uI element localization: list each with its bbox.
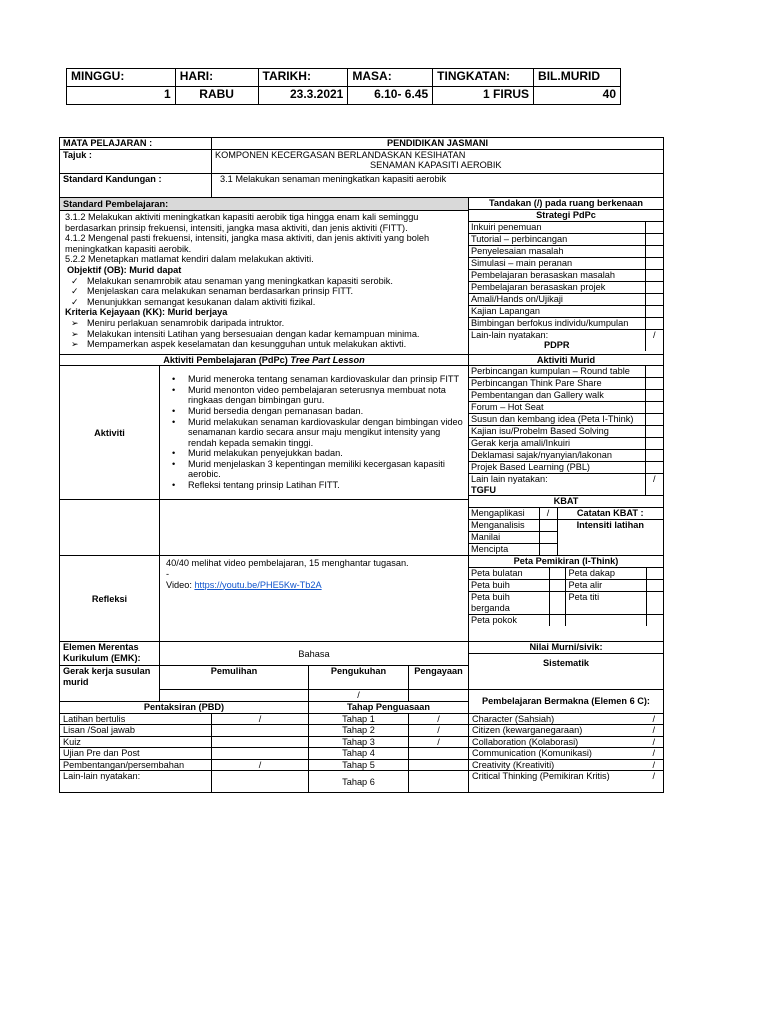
pentaksiran-heading: Pentaksiran (PBD) xyxy=(60,701,309,713)
mata-pelajaran-label: MATA PELAJARAN : xyxy=(60,138,212,150)
aktiviti-pembelajaran-heading: Aktiviti Pembelajaran (PdPc) Tree Part Lesson xyxy=(60,354,469,366)
objektif-item: ✓ Melakukan senamrobik atau senaman yang meningkatkan kapasiti serobik. xyxy=(71,275,393,286)
pentaksiran-mark[interactable] xyxy=(212,771,309,793)
aktiviti-murid-cell xyxy=(469,366,664,556)
strategi-table xyxy=(469,198,663,351)
peta-pemikiran-cell xyxy=(469,556,664,642)
nilai-murni-cell xyxy=(469,642,664,690)
aktiviti-item: • Murid menonton video pembelajaran seterusnya membuat nota ringkaas dengan bimbingan guru. xyxy=(172,384,446,406)
strategi-mark[interactable] xyxy=(645,257,663,269)
strategi-mark[interactable] xyxy=(645,221,663,233)
kbat-item: Manilai xyxy=(469,532,539,544)
bullet-icon: • xyxy=(172,384,176,395)
aktiviti-murid-item: Pembentangan dan Gallery walk xyxy=(469,390,645,402)
aktiviti-murid-lain-value: TGFU xyxy=(471,484,497,495)
peta-item: Peta buih berganda xyxy=(469,592,550,614)
kbat-mark[interactable]: / xyxy=(539,508,557,520)
bermakna-mark[interactable]: / xyxy=(652,736,656,747)
bermakna-mark[interactable]: / xyxy=(652,725,656,736)
pembelajaran-bermakna-heading: Pembelajaran Bermakna (Elemen 6 C): xyxy=(469,690,664,713)
pentaksiran-mark[interactable]: / xyxy=(212,759,309,771)
arrow-bullet-icon: ➢ xyxy=(71,339,79,350)
emk-label: Elemen Merentas Kurikulum (EMK): xyxy=(60,642,160,666)
aktiviti-murid-lain-mark[interactable]: / xyxy=(645,474,663,496)
gerak-kerja-column: Pengayaan xyxy=(409,666,469,690)
strategi-item: Bimbingan berfokus individu/kumpulan xyxy=(469,317,645,329)
strategi-item: Pembelajaran berasaskan projek xyxy=(469,281,645,293)
standard-pembelajaran-item: 4.1.2 Mengenal pasti frekuensi, intensiti, jangka masa aktiviti, dan jenis aktiviti yang boleh meningkatkan kapasiti aerobik. xyxy=(65,233,430,254)
aktiviti-murid-mark[interactable] xyxy=(645,390,663,402)
mata-pelajaran-value: PENDIDIKAN JASMANI xyxy=(212,138,664,150)
bermakna-row: Collaboration (Kolaborasi) / xyxy=(469,736,664,748)
catatan-kbat-value: Intensiti latihan xyxy=(557,520,663,556)
header-label-tarikh: TARIKH: xyxy=(258,69,348,87)
strategi-mark[interactable] xyxy=(645,269,663,281)
peta-pemikiran-table xyxy=(469,556,663,625)
aktiviti-murid-mark[interactable] xyxy=(645,378,663,390)
aktiviti-body xyxy=(160,366,469,500)
strategi-heading: Strategi PdPc xyxy=(469,209,663,221)
aktiviti-murid-mark[interactable] xyxy=(645,366,663,378)
tahap-mark[interactable]: / xyxy=(409,736,469,748)
strategi-lain: Lain-lain nyatakan: PDPR xyxy=(469,329,645,351)
kbat-table xyxy=(469,508,663,555)
tahap-mark[interactable] xyxy=(409,759,469,771)
standard-pembelajaran-item: 5.2.2 Menetapkan matlamat kendiri dalam melakukan aktiviti. xyxy=(65,254,314,265)
bullet-icon: • xyxy=(172,458,176,469)
header-label-bil-murid: BIL.MURID xyxy=(534,69,621,87)
peta-item: Peta titi xyxy=(566,592,647,614)
aktiviti-list xyxy=(166,374,464,490)
strategi-item: Tutorial – perbincangan xyxy=(469,233,645,245)
header-label-tingkatan: TINGKATAN: xyxy=(433,69,534,87)
header-value-hari: RABU xyxy=(175,87,258,105)
tajuk-line-2: SENAMAN KAPASITI AEROBIK xyxy=(370,160,502,171)
nilai-murni-heading: Nilai Murni/sivik: xyxy=(469,642,663,654)
bullet-icon: • xyxy=(172,416,176,427)
tahap-mark[interactable]: / xyxy=(409,713,469,725)
kbat-mark[interactable] xyxy=(539,520,557,532)
aktiviti-murid-mark[interactable] xyxy=(645,414,663,426)
gerak-kerja-column: Pemulihan xyxy=(160,666,309,690)
aktiviti-side-label: Aktiviti xyxy=(60,366,160,500)
peta-mark[interactable] xyxy=(647,580,663,592)
pentaksiran-item: Lisan /Soal jawab xyxy=(60,725,212,737)
kbat-item: Mencipta xyxy=(471,544,509,555)
header-value-masa: 6.10- 6.45 xyxy=(348,87,433,105)
gerak-kerja-mark[interactable] xyxy=(160,690,309,702)
peta-item: Peta bulatan xyxy=(469,568,550,580)
pentaksiran-mark[interactable] xyxy=(212,725,309,737)
tajuk-line-1: KOMPONEN KECERGASAN BERLANDASKAN KESIHATAN xyxy=(215,149,466,160)
strategi-item: Kajian Lapangan xyxy=(469,305,645,317)
header-value-bil-murid: 40 xyxy=(534,87,621,105)
tahap-item: Tahap 6 xyxy=(309,771,409,793)
aktiviti-murid-mark[interactable] xyxy=(645,462,663,474)
strategi-cell xyxy=(469,197,664,354)
standard-kandungan-value: 3.1 Melakukan senaman meningkatkan kapasiti aerobik xyxy=(212,173,664,197)
emk-value: Bahasa xyxy=(160,642,469,666)
pentaksiran-mark[interactable] xyxy=(212,736,309,748)
strategi-mark[interactable] xyxy=(645,281,663,293)
nilai-murni-value: Sistematik xyxy=(543,658,589,669)
tahap-item: Tahap 3 xyxy=(309,736,409,748)
standard-pembelajaran-item: 3.1.2 Melakukan aktiviti meningkatkan kapasiti aerobik tiga hingga enam kali seminggu berdasarkan prinsip frekuensi, intensiti, jangka masa aktiviti, dan jenis aktiviti (FITT). xyxy=(65,212,419,233)
header-label-hari: HARI: xyxy=(175,69,258,87)
strategi-mark[interactable] xyxy=(645,317,663,329)
pentaksiran-mark[interactable]: / xyxy=(212,713,309,725)
pentaksiran-item: Lain-lain nyatakan: xyxy=(60,771,212,793)
strategi-mark[interactable] xyxy=(645,305,663,317)
objektif-list xyxy=(65,276,465,308)
pentaksiran-mark[interactable] xyxy=(212,748,309,760)
tahap-item: Tahap 4 xyxy=(309,748,409,760)
bermakna-mark[interactable]: / xyxy=(652,771,656,782)
kriteria-item: ➢ Melakukan intensiti Latihan yang bersesuaian dengan kadar kemampuan minima. xyxy=(71,328,420,339)
tajuk-value xyxy=(212,149,664,173)
aktiviti-item: • Murid menjelaskan 3 kepentingan memiliki kecergasan kapasiti aerobic. xyxy=(172,458,445,480)
standard-pembelajaran-cell xyxy=(60,197,469,354)
peta-mark[interactable] xyxy=(550,614,566,626)
bermakna-row: Citizen (kewarganegaraan) / xyxy=(469,725,664,737)
kriteria-item: ➢ Meniru perlakuan senamrobik daripada intruktor. xyxy=(71,317,285,328)
aktiviti-murid-item: Projek Based Learning (PBL) xyxy=(469,462,645,474)
tahap-item: Tahap 1 xyxy=(309,713,409,725)
objektif-heading: Objektif (OB): Murid dapat xyxy=(67,265,182,276)
refleksi-label: Refleksi xyxy=(60,556,160,642)
strategi-item: Inkuiri penemuan xyxy=(469,221,645,233)
strategi-lain-mark[interactable]: / xyxy=(645,329,663,351)
refleksi-video: Video: https://youtu.be/PHE5Kw-Tb2A xyxy=(166,579,322,590)
arrow-bullet-icon: ➢ xyxy=(71,328,79,339)
aktiviti-murid-heading: Aktiviti Murid xyxy=(469,354,664,366)
strategi-item: Simulasi – main peranan xyxy=(469,257,645,269)
gerak-kerja-mark[interactable]: / xyxy=(309,690,409,702)
header-value-tingkatan: 1 FIRUS xyxy=(433,87,534,105)
tahap-item: Tahap 5 xyxy=(309,759,409,771)
kbat-heading: KBAT xyxy=(469,496,663,508)
peta-item: Peta dakap xyxy=(566,568,647,580)
header-label-minggu: MINGGU: xyxy=(67,69,176,87)
kbat-mark[interactable] xyxy=(539,532,557,544)
bermakna-row: Communication (Komunikasi) / xyxy=(469,748,664,760)
aktiviti-murid-lain: Lain lain nyatakan: TGFU xyxy=(469,474,645,496)
strategi-note: Tandakan (/) pada ruang berkenaan xyxy=(469,198,663,210)
header-value-tarikh: 23.3.2021 xyxy=(258,87,348,105)
aktiviti-murid-item: Perbincangan Think Pare Share xyxy=(469,378,645,390)
kbat-item: Menganalisis xyxy=(469,520,539,532)
kriteria-item: ➢ Mempamerkan aspek keselamatan dan kesungguhan untuk melakukan aktivti. xyxy=(71,339,407,350)
peta-mark[interactable] xyxy=(550,568,566,580)
aktiviti-murid-mark[interactable] xyxy=(645,426,663,438)
bullet-icon: • xyxy=(172,480,176,491)
bullet-icon: • xyxy=(172,374,176,385)
catatan-kbat-label: Catatan KBAT : xyxy=(557,508,663,520)
refleksi-line-2: - xyxy=(166,568,170,579)
tahap-mark[interactable] xyxy=(409,771,469,793)
aktiviti-murid-item: Kajian isu/Probelm Based Solving xyxy=(469,426,645,438)
kbat-item: Mengaplikasi xyxy=(469,508,539,520)
kriteria-heading: Kriteria Kejayaan (KK): Murid berjaya xyxy=(65,307,228,318)
peta-item xyxy=(566,614,647,626)
aktiviti-spacer xyxy=(60,500,160,556)
aktiviti-murid-item: Perbincangan kumpulan – Round table xyxy=(469,366,645,378)
bermakna-mark[interactable]: / xyxy=(652,748,656,759)
peta-pemikiran-heading: Peta Pemikiran (I-Think) xyxy=(469,556,663,568)
header-value-minggu: 1 xyxy=(67,87,176,105)
video-link[interactable]: https://youtu.be/PHE5Kw-Tb2A xyxy=(194,579,322,590)
pentaksiran-item: Pembentangan/persembahan xyxy=(60,759,212,771)
refleksi-body xyxy=(160,556,469,642)
strategi-item: Amali/Hands on/Ujikaji xyxy=(469,293,645,305)
peta-mark[interactable] xyxy=(647,614,663,626)
bermakna-row: Creativity (Kreativiti) / xyxy=(469,759,664,771)
aktiviti-item: • Murid meneroka tentang senaman kardiovaskular dan prinsip FITT xyxy=(172,374,460,385)
checkmark-icon: ✓ xyxy=(71,275,79,286)
bullet-icon: • xyxy=(172,448,176,459)
strategi-lain-value: PDPR xyxy=(543,340,570,351)
aktiviti-item: • Murid melakukan penyejukkan badan. xyxy=(172,448,343,459)
checkmark-icon: ✓ xyxy=(71,296,79,307)
bermakna-mark[interactable]: / xyxy=(652,759,656,770)
header-table xyxy=(66,68,621,105)
tahap-mark[interactable]: / xyxy=(409,725,469,737)
aktiviti-murid-table xyxy=(469,366,663,495)
aktiviti-murid-item: Deklamasi sajak/nyanyian/lakonan xyxy=(469,450,645,462)
peta-mark[interactable] xyxy=(550,580,566,592)
aktiviti-item: • Murid melakukan senaman kardiovaskular dengan bimbingan video senamanan kardio secara ansur maju mengikut intensity yang rendah kepada semakin tinggi. xyxy=(172,416,463,448)
objektif-item: ✓ Menjelaskan cara melakukan senaman berdasarkan prinsip FITT. xyxy=(71,286,354,297)
tajuk-label: Tajuk : xyxy=(60,149,212,173)
lesson-plan-table xyxy=(59,137,664,793)
objektif-item: ✓ Menunjukkan semangat kesukanan dalam aktiviti fizikal. xyxy=(71,296,316,307)
aktiviti-murid-mark[interactable] xyxy=(645,438,663,450)
peta-mark[interactable] xyxy=(647,592,663,614)
aktiviti-murid-mark[interactable] xyxy=(645,402,663,414)
standard-kandungan-label: Standard Kandungan : xyxy=(60,173,212,197)
bermakna-mark[interactable]: / xyxy=(652,713,656,724)
aktiviti-murid-item: Susun dan kembang idea (Peta I-Think) xyxy=(469,414,645,426)
gerak-kerja-column: Pengukuhan xyxy=(309,666,409,690)
standard-pembelajaran-label: Standard Pembelajaran: xyxy=(60,198,468,212)
peta-item: Peta pokok xyxy=(471,614,517,625)
tahap-item: Tahap 2 xyxy=(309,725,409,737)
refleksi-line-1: 40/40 melihat video pembelajaran, 15 menghantar tugasan. xyxy=(166,558,409,569)
kbat-mark[interactable] xyxy=(539,544,557,556)
aktiviti-spacer-body xyxy=(160,500,469,556)
checkmark-icon: ✓ xyxy=(71,286,79,297)
pentaksiran-item: Ujian Pre dan Post xyxy=(60,748,212,760)
gerak-kerja-label: Gerak kerja susulan murid xyxy=(60,666,160,702)
aktiviti-murid-item: Forum – Hot Seat xyxy=(469,402,645,414)
tahap-penguasaan-heading: Tahap Penguasaan xyxy=(309,701,469,713)
strategi-item: Penyelesaian masalah xyxy=(469,245,645,257)
pentaksiran-item: Kuiz xyxy=(60,736,212,748)
pentaksiran-item: Latihan bertulis xyxy=(60,713,212,725)
bermakna-row: Character (Sahsiah) / xyxy=(469,713,664,725)
gerak-kerja-mark[interactable] xyxy=(409,690,469,702)
strategi-item: Pembelajaran berasaskan masalah xyxy=(469,269,645,281)
peta-item: Peta buih xyxy=(469,580,550,592)
aktiviti-item: • Murid bersedia dengan pemanasan badan. xyxy=(172,405,364,416)
strategi-mark[interactable] xyxy=(645,245,663,257)
peta-item: Peta alir xyxy=(566,580,647,592)
peta-mark[interactable] xyxy=(550,592,566,614)
strategi-mark[interactable] xyxy=(645,233,663,245)
bermakna-row: Critical Thinking (Pemikiran Kritis) / xyxy=(469,771,664,793)
tahap-mark[interactable] xyxy=(409,748,469,760)
aktiviti-murid-mark[interactable] xyxy=(645,450,663,462)
peta-mark[interactable] xyxy=(647,568,663,580)
aktiviti-murid-item: Gerak kerja amali/Inkuiri xyxy=(469,438,645,450)
header-label-masa: MASA: xyxy=(348,69,433,87)
kriteria-list xyxy=(65,318,465,350)
arrow-bullet-icon: ➢ xyxy=(71,317,79,328)
aktiviti-item: • Refleksi tentang prinsip Latihan FITT. xyxy=(172,480,340,491)
bullet-icon: • xyxy=(172,405,176,416)
strategi-mark[interactable] xyxy=(645,293,663,305)
